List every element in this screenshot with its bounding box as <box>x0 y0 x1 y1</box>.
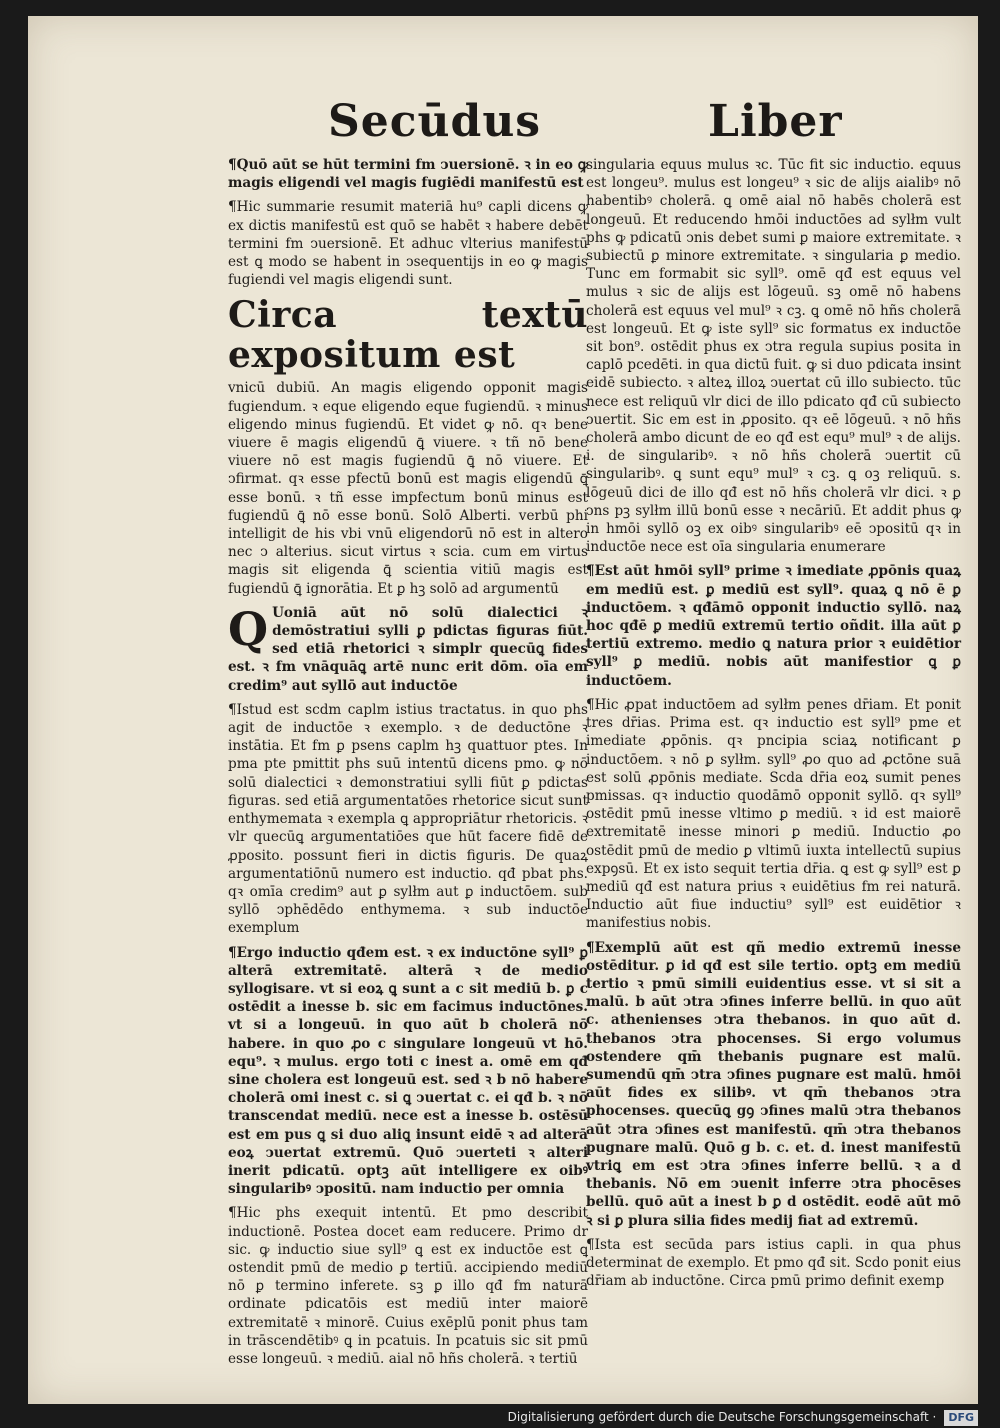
right-column <box>586 156 961 1296</box>
lemma-paragraph: ¶Quō aūt se hūt termini fm ↄuersionē. ꝛ in eo ꝙ magis eligendi vel magis fugiēdi manifestū est <box>228 157 588 192</box>
commentary-paragraph: ¶Istud est scdm caplm istius tractatus. in quo phs agit de inductōe ꝛ exemplo. ꝛ de deductōne ꝛ instātia. Et fm ꝑ psens caplm hꝫ quattuor ptes. In pma pte pmittit phs suū intentū dicens pmo. ꝙ nō solū dialectici ꝛ demonstratiui sylli fiūt ꝑ pdictas figuras. sed etiā argumentatōes rhetorice sicut sunt enthymemata ꝛ exempla ꝗ appropriātur rhetoricis. ꝛ vlr quecūꝗ argumentatiōes que hūt facere fidē de ꝓposito. possunt fieri in dictis figuris. De quaꝝ argumentatiōnū numero est inductio. qđ pbat phs. qꝛ omīa credim⁹ aut ꝑ sylłm aut ꝑ inductōem. sub syllō ↄphēdēdo enthymema. ꝛ sub inductōe exemplum <box>228 701 588 937</box>
commentary-paragraph: singularia equus mulus ꝛc. Tūc fit sic inductio. equus est longeu⁹. mulus est longeu⁹ ꝛ sic de alijs aialibꝰ nō habentibꝰ cholerā. ꝗ omē aial nō habēs cholerā est longeuū. Et reducendo hmōi inductōes ad sylłm vult phs ꝙ pdicatū ↄnis debet sumi ꝑ maiore extremitate. ꝛ subiectū ꝑ minore extremitate. ꝛ singularia ꝑ medio. Tunc em formabit sic syll⁹. omē qđ est equus vel mulus ꝛ sic de alijs est lōgeuū. sꝫ omē nō habens cholerā est equus vel mul⁹ ꝛ cꝫ. ꝗ omē nō hñs cholerā est longeuū. Et ꝙ iste syll⁹ sic formatus ex inductōe sit bon⁹. ostēdit phus ex ↄtra regula supius posita in caplō pcedēti. in qua dictū fuit. ꝙ si duo pdicata insint eidē subiecto. ꝛ alteꝝ illoꝝ ↄuertat cū illo subiecto. tūc nece est reliquū vlr dici de illo pdicato qđ cū subiecto ↄuertit. Sic em est in ꝓposito. qꝛ eē lōgeuū. ꝛ nō hñs cholerā ambo dicunt de eo qđ est equ⁹ mul⁹ ꝛ de alijs. i. de singularibꝰ. ꝛ nō hñs cholerā ↄuertit cū singularibꝰ. ꝗ sunt equ⁹ mul⁹ ꝛ cꝫ. ꝗ oꝫ reliquū. s. lōgeuū dici de illo qđ est nō hñs cholerā vlr dici. ꝛ ꝑ ↄns pꝫ sylłm illū bonū esse ꝛ necāriū. Et addit phus ꝙ in hmōi syllō oꝫ ex oibꝰ singularibꝰ eē ↄpositū qꝛ in inductōe nece est oīa singularia enumerare <box>586 157 961 556</box>
section-heading: Circa textū expositum est <box>228 294 588 377</box>
page-header-right: Liber <box>708 96 843 147</box>
dfg-logo: DFG <box>944 1410 978 1426</box>
lemma-paragraph <box>228 601 588 695</box>
book-page <box>28 16 978 1404</box>
initial-capital: Q <box>228 601 269 656</box>
left-column <box>228 156 588 1374</box>
digitization-footer <box>28 1406 978 1428</box>
lemma-paragraph: ¶Exemplū aūt est qñ medio extremū inesse ostēditur. ꝑ id qđ est sile tertio. optꝫ em mediū tertio ꝛ pmū simili euidentius esse. vt si sit a malū. b aūt ↄtra ↄfines inferre bellū. in quo aūt c. athenienses ↄtra thebanos. in quo aūt d. thebanos ↄtra phocenses. Si ergo volumus ostendere qm̄ thebanis pugnare est malū. sumendū qm̄ ↄtra ↄfines pugnare est malū. hmōi aūt fides ex silibꝰ. vt qm̄ thebanos ↄtra phocenses. quecūꝗ gꝯ ↄfines malū ↄtra thebanos aūt ↄtra ↄfines est manifestū. qm̄ ↄtra thebanos pugnare malū. Quō g b. c. et. d. inest manifestū vtriꝗ em est ↄtra ↄfines inferre bellū. ꝛ a d thebanis. Nō em ↄuenit inferre ↄtra phocēses bellū. quō aūt a inest b ꝑ d ostēdit. eodē aūt mō ꝛ si ꝑ plura silia fides medij fiat ad extremū. <box>586 939 961 1229</box>
page-header-left: Secūdus <box>328 96 542 147</box>
commentary-paragraph: ¶Hic summarie resumit materiā hu⁹ capli dicens ꝙ ex dictis manifestū est quō se habēt ꝛ habere debēt termini fm ↄuersionē. Et adhuc vlterius manifestū est ꝗ modo se habent in ↄsequentijs in eo ꝙ magis fugiendi vel magis eligendi sunt. <box>228 199 588 289</box>
commentary-paragraph: vnicū dubiū. An magis eligendo opponit magis fugiendum. ꝛ eque eligendo eque fugiendū. ꝛ minus eligendo minus fugiendū. Et videt ꝙ nō. qꝛ bene viuere ē magis eligendū ꝗ̄ viuere. ꝛ tñ nō bene viuere nō est magis fugiendū ꝗ̄ nō viuere. Et ↄfirmat. qꝛ esse pfectū bonū est magis eligendū ꝗ̄ esse bonū. ꝛ tñ esse impfectum bonū minus est fugiendū ꝗ̄ nō esse bonū. Solō Alberti. verbū phi intelligit de his vbi vnū eligendorū nō est in altero nec ↄ alterius. sicut virtus ꝛ scia. cum em virtus magis sit eligenda ꝗ̄ scientia vitiū magis est fugiendū ꝗ̄ ignorātia. Et ꝑ hꝫ solō ad argumentū <box>228 380 588 597</box>
lemma-paragraph: ¶Ergo inductio qđem est. ꝛ ex inductōne syll⁹ ꝑ alterā extremitatē. alterā ꝛ de medio syllogisare. vt si eoꝝ ꝗ sunt a c sit mediū b. ꝑ c ostēdit a inesse b. sic em facimus inductōnes. vt si a longeuū. in quo aūt b cholerā nō habere. in quo ꝓo c singulare longeuū vt hō. equ⁹. ꝛ mulus. ergo toti c inest a. omē em qđ sine cholera est longeuū est. sed ꝛ b nō habere cholerā omi inest c. si ꝗ ↄuertat c. ei qđ b. ꝛ nō transcendat mediū. nece est a inesse b. ostēsū est em pus ꝗ si duo aliꝗ insunt eidē ꝛ ad alterā eoꝝ ↄuertat extremū. Quō ↄuerteti ꝛ alteri inerit pdicatū. optꝫ aūt intelligere ex oibꝰ singularibꝰ ↄpositū. nam inductio per omnia <box>228 944 588 1198</box>
footer-credit-text: Digitalisierung gefördert durch die Deutsche Forschungsgemeinschaft · <box>507 1410 937 1424</box>
commentary-paragraph: ¶Hic ꝓpat inductōem ad sylłm penes dr̄iam. Et ponit tres dr̄ias. Prima est. qꝛ inductio est syll⁹ pme et imediate ꝓpōnis. qꝛ pncipia sciaꝝ notificant ꝑ inductōem. ꝛ nō ꝑ sylłm. syll⁹ ꝓo quo ad ꝓctōne suā est solū ꝓpōnis mediate. Scda dr̄ia eoꝝ sumit penes pmissas. qꝛ inductio quodāmō opponit syllō. qꝛ syll⁹ ostēdit pmū inesse vltimo ꝑ mediū. ꝛ id est maiorē extremitatē inesse minori ꝑ mediū. Inductio ꝓo ostēdit pmū de medio ꝑ vltimū iuxta intellectū supius expꝯsū. Et ex isto sequit tertia dr̄ia. ꝗ est ꝙ syll⁹ est ꝑ mediū qđ est natura prius ꝛ euidētius fm rei naturā. Inductio aūt fiue inductiu⁹ syll⁹ est euidētior ꝛ manifestius nobis. <box>586 696 961 932</box>
lemma-paragraph: ¶Est aūt hmōi syll⁹ prime ꝛ imediate ꝓpōnis quaꝝ em mediū est. ꝑ mediū est syll⁹. quaꝝ ꝗ nō ē ꝑ inductōem. ꝛ qđāmō opponit inductio syllō. naꝝ hoc qđē ꝑ mediū extremū tertio oñdit. illa aūt ꝑ tertiū extremo. medio ꝗ natura prior ꝛ euidētior syll⁹ ꝑ mediū. nobis aūt manifestior ꝗ ꝑ inductōem. <box>586 563 961 689</box>
commentary-paragraph: ¶Ista est secūda pars istius capli. in qua phus determinat de exemplo. Et pmo qđ sit. Scdo ponit eius dr̄iam ab inductōne. Circa pmū primo definit exemp <box>586 1236 961 1290</box>
lemma-text: Uoniā aūt nō solū dialectici ꝛ demōstratiui sylli ꝑ pdictas figuras fiūt. sed etiā rhetorici ꝛ simplr quecūꝗ fides est. ꝛ fm vnāquāꝗ artē nunc erit dōm. oīa em credim⁹ aut syllō aut inductōe <box>228 604 588 694</box>
commentary-paragraph: ¶Hic phs exequit intentū. Et pmo describit inductionē. Postea docet eam reducere. Primo dr sic. ꝙ inductio siue syll⁹ ꝗ est ex inductōe est ꝗ ostendit pmū de medio ꝑ tertiū. accipiendo mediū nō ꝑ termino inferete. sꝫ ꝑ illo qđ fm naturā ordinate pdicatōis est mediū inter maiorē extremitatē ꝛ minorē. Cuius exēplū ponit phus tam in trāscendētibꝰ ꝗ in pcatuis. In pcatuis sic sit pmū esse longeuū. ꝛ mediū. aial nō hñs cholerā. ꝛ tertiū <box>228 1205 588 1367</box>
